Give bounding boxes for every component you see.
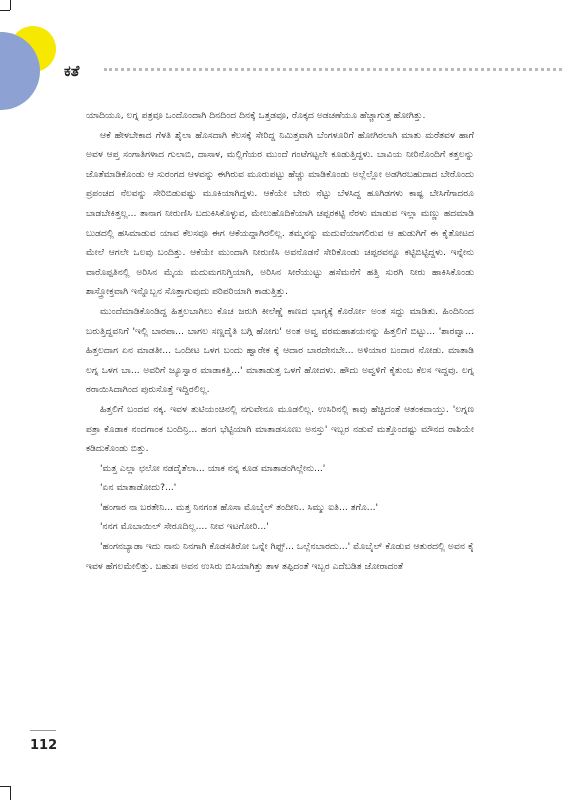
paragraph: 'ಮತ್ತ ಎಲ್ಲಾ ಛಲೋ ನಡದೈತೆಲಾ... ಯಾಕ ನನ್ನ ಕೂಡ ಮಾತಾಡಂಗಿಲ್ಲೇನು...' [100, 462, 326, 474]
paragraph: ಹಿತ್ತಲಿಗೆ ಬಂದವ ನಕ್ಕ. ಇವಳ ತುಟಿಯಂಚಿನಲ್ಲಿ ನಗುವೇನೂ ಮೂಡಲಿಲ್ಲ. ಉಸಿರಿನಲ್ಲಿ ಕಾವು ಹೆಚ್ಚಿದಂತೆ ಆತಂಕವಾಯ್ತು. 'ಲಗ್ನಣ ಪತ್ರಾ ಕೊಡಾಕ ನಂದಗಾಂಕ ಬಂದಿನ್ರಿ... ಹಂಗ ಭೆಟ್ಟಿಯಾಗಿ ಮಾತಾಡಸೂಣು ಅನಸ್ತು' ಇಬ್ಬರ ನಡುವೆ ಮತ್ತೊಂದಷ್ಟು ಮೌನದ ರಾಶಿಯೇ ಕಡಿದುಕೊಂಡು ಬಿತ್ತು. [86, 403, 474, 455]
paragraph: 'ನನಗ ಮೊಬಾಯಿಲ್ ಸೇರೂದಿಲ್ಲ.... ನೀವ ಇಟಗೋರಿ...' [100, 521, 269, 533]
article-body [86, 106, 474, 576]
paragraph: ಮುಂದೆಮಾಡಿಕೊಂಡಿದ್ದ ಹಿತ್ತಲಬಾಗಿಲು ಕೊಚ ಜರುಗಿ ಕೀಲೆಣ್ಣೆ ಕಾಣದ ಭಾಗ್ಯಕ್ಕೆ ಕೊರ್ರೋ ಅಂತ ಸದ್ದು ಮಾಡಿತು. ಹಿಂದಿನಿಂದ ಬರುತ್ತಿದ್ದವನಿಗೆ 'ಇಲ್ಲಿ ಬಾರಪಾ... ಬಾಗಲ ಸಣ್ಣದೈತಿ ಬಗ್ಗಿ ಹೋಗು' ಅಂತ ಅವ್ವ ವರಮಹಾಶಯನನ್ನು ಹಿತ್ತಲಿಗೆ ಬಿಟ್ಟು... 'ಶಾರವ್ವಾ... ಹಿತ್ತಲದಾಗ ಏನ ಮಾಡತೀ... ಒಂದೀಟ ಒಳಗ ಬಂದು ಹ್ವಾರೇಕ ಕ್ಕೆ ಆದಾರ ಬಾರದೇನಬೇ... ಅಳಿಯಾರ ಬಂದಾರ ನೋಡು. ಮಾತಾಡಿ ಲಗ್ನ ಒಳಗ ಬಾ... ಅವರಿಗೆ ಜ್ಯೂಸ್ವಾರ ಮಾಡಾಕತ್ತಿ...' ಮಾತಾಡುತ್ತ ಒಳಗೆ ಹೋದಳು. ಹೌದು ಅವ್ವಳಿಗೆ ಕೈತುಂಬ ಕೆಲಸ ಇದ್ದವು. ಲಗ್ನ ಠರಾಯಿಸಿದಾಗಿಂದ ಪುರುಸೊತ್ತೆ ಇದ್ದಿರಲಿಲ್ಲ. [86, 305, 474, 396]
paragraph: ಆಕೆ ಹೇಳಬೇಕಾದ ಗೆಳತಿ ಶೈಲಾ ಹೊಸದಾಗಿ ಕೆಲಸಕ್ಕೆ ಸೇರಿದ್ದ ನಿಮಿತ್ತವಾಗಿ ಬೆಂಗಳೂರಿಗೆ ಹೋಗಿರಲಾಗಿ ಮಾತು ಮರೆತವಳ ಹಾಗೆ ಅವಳ ಆಪ್ತ ಸಂಗಾತಿಗಳಾದ ಗುಲಾಬಿ, ದಾಸಾಳ, ಮಲ್ಲಿಗೆಯರ ಮುಂದೆ ಗಂಟೆಗಟ್ಟಲೇ ಕೂಡುತ್ತಿದ್ದಳು. ಬಾವಿಯ ನೀರಿನೊಂದಿಗೆ ಕತ್ತಲನ್ನು ಜೊತೆಮಾಡಿಕೊಂಡು ಆ ಸುರಂಗದ ಆಳವನ್ನು ಈಗಿರುವ ಮೂರುಪಟ್ಟು ಹೆಚ್ಚು ಮಾಡಿಕೊಂಡು ಅಲ್ಲೆಲ್ಲೋ ಅಡಗಿರಬಹುದಾದ ಬೇರೊಂದು ಪ್ರಪಂಚದ ನೆಲವನ್ನು ಸೇರಿಬಿಡುವಷ್ಟು ಮೂಕಿಯಾಗಿದ್ದಳು. ಆಕೆಯೇ ಬೇರು ನೆಟ್ಟು ಬೆಳಸಿದ್ದ ಹೂಗಿಡಗಳು ಕಾಷ್ಟ ಬೇಸಿಗೆಗಾದರೂ ಬಾಡಬೇಕಿತ್ತಲ್ಲ... ತಾನಾಗ ನೀರುಣಿಸಿ ಬದುಕಿಸಿಕೊಳ್ಳುವ, ಮೇಲುಹೊದಿಕೆಯಾಗಿ ಚಪ್ಪರಕಟ್ಟಿ ನೆರಳು ಮಾಡುವ ಇಲ್ಲಾ ಮಣ್ಣು ಹದಮಾಡಿ ಬುಡದಲ್ಲಿ ಹಸಿಮಾಡುವ ಯಾವ ಕೆಲಸವೂ ಈಗ ಆಕೆಯದ್ದಾಗಿರಲಿಲ್ಲ. ತಮ್ಮನನ್ನು ಮದುವೆಯಾಗಲಿರುವ ಆ ಹುಡುಗಿಗೆ ಈ ಕೈತೋಟದ ಮೇಲೆ ಆಗಲೇ ಒಲವು ಬಂದಿತ್ತು. ಆಕೆಯೇ ಮುಂದಾಗಿ ನೀರುಣಿಸಿ ಅವನೊಡನೆ ಸೇರಿಕೊಂಡು ಚಪ್ಪರವನ್ನೂ ಕಟ್ಟಿಬಿಟ್ಟಿದ್ದಳು. ಇನ್ನೇನು ವಾರೊಪ್ಪತಿನಲ್ಲಿ ಅರಿಸಿನ ಮೈಯ ಮದುಮಗನಿಗ್ತಿಯಾಗಿ, ಅರಿಸಿನ ಸೀರೆಯುಟ್ಟು ಹಸೆಮನೆಗೆ ಹತ್ತಿ ಸುರಗಿ ನೀರು ಹಾಕಿಸಿಕೊಂಡು ಶಾಸ್ತ್ರೋಕ್ತವಾಗಿ ಇನ್ನೊಬ್ಬನ ಸೊತ್ತಾಗುವುದು ಪರಿಪರಿಯಾಗಿ ಕಾಡುತ್ತಿತ್ತು. [86, 129, 474, 298]
paragraph: ಯಾದಿಯೂ, ಲಗ್ನ ಪತ್ರವೂ ಒಂದೊಂದಾಗಿ ದಿನದಿಂದ ದಿನಕ್ಕೆ ಒತ್ತಡವೂ, ರೊಕ್ಕದ ಅಡಚಣೆಯೂ ಹೆಚ್ಚಾಗುತ್ತ ಹೋಗಿತ್ತು. [86, 110, 426, 121]
crop-mark [10, 786, 11, 800]
page-number: 112 [30, 738, 58, 753]
page-number-rule [30, 730, 56, 731]
crop-mark [10, 0, 11, 10]
paragraph: 'ಹಂಗಾರ ನಾ ಬರತೇನಿ... ಮತ್ತ ನಿನಗಂತ ಹೊಸಾ ಮೊಬೈಲ್ ತಂದೀನಿ.. ಸಿಮ್ಮು ಐತಿ... ತಗೊ...' [100, 501, 379, 513]
header-dotted-rule [104, 68, 562, 71]
crop-mark [0, 786, 10, 787]
section-label: ಕತೆ [64, 62, 80, 80]
paragraph: 'ಏನ ಮಾತಾಡೋದು?...' [100, 482, 177, 494]
crop-mark [0, 10, 10, 11]
paragraph: 'ಹಂಗನಬ್ಯಾಡಾ ಇದು ನಾನು ನಿನಗಾಗಿ ಕೊಡಸತಿರೋ ಒನ್ನೇ ಗಿಫ್ಟ್... ಒಲ್ಲೆನಬಾರದು...' ಮೊಬೈಲ್ ಕೊಡುವ ಆತುರದಲ್ಲಿ ಅವನ ಕೈ ಇವಳ ಹೆಗಲಮೇಲಿತ್ತು. ಬಹುಶಃ ಅವನ ಉಸಿರು ಬಿಸಿಯಾಗಿತ್ತು ತಾಳ ತಪ್ಪಿದಂತೆ ಇಬ್ಬರ ಎದೆಬಡಿತ ಜೋರಾದಂತೆ [86, 541, 474, 572]
